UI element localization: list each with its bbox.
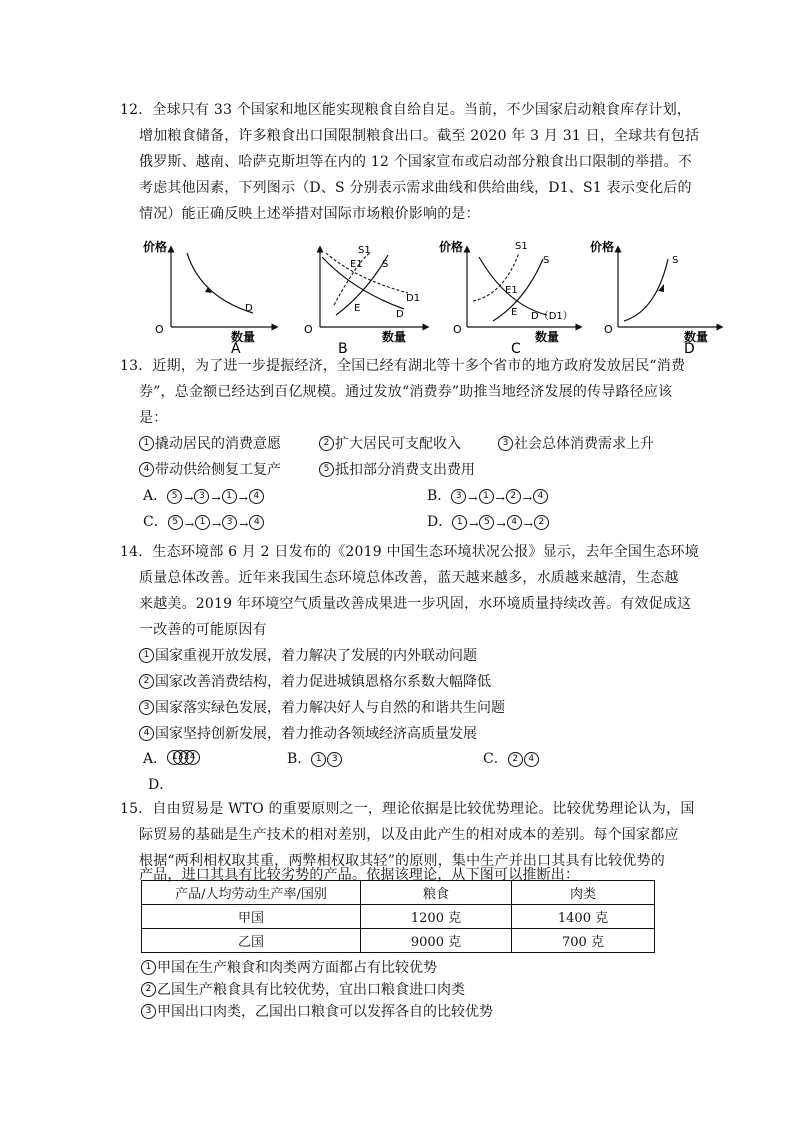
table-row: [142, 929, 655, 953]
table-header: 粮食: [361, 881, 512, 905]
q15-statement-1: [141, 957, 437, 977]
statement-number: 2: [141, 982, 156, 997]
seq-arrow: →: [184, 492, 194, 505]
table-header: 肉类: [512, 881, 655, 905]
seq-item: 1: [311, 752, 326, 767]
seq-item: 4: [249, 515, 264, 530]
table-cell: 甲国: [142, 905, 361, 929]
seq-item: 2: [179, 750, 194, 765]
seq-arrow: →: [211, 518, 222, 531]
q13-option-a[interactable]: [143, 485, 265, 505]
seq-item: 4: [533, 489, 548, 504]
label-s1: S1: [358, 245, 371, 256]
x-label: 数量: [231, 330, 256, 344]
statement-number: 5: [319, 462, 334, 477]
graph-d: [590, 235, 730, 355]
seq-item: 1: [222, 489, 237, 504]
y-label: 价格: [143, 240, 168, 254]
seq-item: 3: [327, 752, 342, 767]
q14-statement-1: [139, 645, 477, 665]
option-label: A．: [143, 751, 168, 767]
origin-label: O: [304, 323, 313, 336]
statement-number: 3: [141, 1004, 156, 1019]
statement-text: 撬动居民的消费意愿: [155, 436, 281, 452]
statement-number: 3: [139, 700, 154, 715]
seq-item: 1: [195, 515, 210, 530]
productivity-table: [141, 880, 655, 953]
seq-arrow: →: [522, 492, 532, 505]
q13-option-c[interactable]: [143, 511, 265, 531]
seq-arrow: →: [468, 492, 478, 505]
label-s: S: [672, 255, 679, 266]
graph-letter: A: [231, 341, 241, 355]
seq-arrow: →: [239, 518, 249, 531]
label-e1: E1: [505, 285, 518, 296]
seq-item: 1: [479, 489, 494, 504]
label-s1: S1: [515, 241, 528, 252]
statement-text: 社会总体消费需求上升: [514, 436, 654, 452]
option-label: A．: [143, 488, 168, 504]
statement-text: 扩大居民可支配收入: [335, 436, 461, 452]
graph-letter: D: [684, 341, 695, 355]
option-label: B．: [287, 751, 312, 767]
x-label: 数量: [535, 330, 560, 344]
demand-curve-d: [322, 257, 404, 309]
y-label: 价格: [590, 240, 615, 254]
q12-line-3: 俄罗斯、越南、哈萨克斯坦等在内的 12 个国家宣布或启动部分粮食出口限制的举措。不: [139, 154, 692, 170]
label-e: E: [511, 307, 518, 318]
statement-text: 带动供给侧复工复产: [155, 462, 281, 478]
table-cell: 9000 克: [361, 929, 512, 953]
q13-option-b[interactable]: [427, 485, 549, 505]
q15-statement-3: [141, 1001, 493, 1021]
q14-option-c[interactable]: [483, 748, 540, 768]
label-s: S: [543, 255, 550, 266]
statement-text: 甲国出口肉类，乙国出口粮食可以发挥各自的比较优势: [157, 1004, 493, 1020]
table-header-row: [142, 881, 655, 905]
statement-text: 国家重视开放发展，着力解决了发展的内外联动问题: [155, 648, 477, 664]
seq-item: 3: [173, 750, 188, 765]
option-label: B．: [427, 488, 452, 504]
label-d: D: [396, 309, 404, 320]
x-label: 数量: [382, 330, 407, 344]
statement-number: 3: [498, 436, 513, 451]
graph-letter: C: [511, 341, 521, 355]
seq-item: 3: [222, 515, 237, 530]
seq-item: 4: [249, 489, 264, 504]
option-label: C．: [483, 751, 508, 767]
graph-c: [439, 235, 589, 355]
seq-arrow: →: [469, 518, 479, 531]
label-d1: D1: [406, 293, 421, 304]
seq-item: 3: [451, 489, 466, 504]
statement-number: 2: [139, 674, 154, 689]
q13-line-2: 券”，总金额已经达到百亿规模。通过发放“消费券”助推当地经济发展的传导路径应该: [139, 384, 673, 400]
statement-number: 1: [139, 436, 154, 451]
seq-item: 5: [168, 515, 183, 530]
label-d-d1: D（D1）: [531, 311, 573, 322]
table-cell: 1400 克: [512, 905, 655, 929]
q15-statement-2: [141, 979, 465, 999]
label-e: E: [354, 303, 361, 314]
table-cell: 乙国: [142, 929, 361, 953]
q13-statement-4: [139, 459, 281, 479]
seq-item: 5: [167, 489, 182, 504]
q14-statement-3: [139, 697, 505, 717]
graph-letter: B: [338, 341, 348, 355]
q15-line-4: 产品，进口其具有比较劣势的产品。依据该理论，从下图可以推断出：: [139, 867, 580, 883]
seq-item: 4: [185, 750, 200, 765]
origin-label: O: [604, 323, 613, 336]
q14-statement-4: [139, 723, 477, 743]
table-cell: 700 克: [512, 929, 655, 953]
q14-option-d[interactable]: [148, 774, 173, 794]
y-label: 价格: [439, 240, 464, 254]
seq-item: 4: [524, 752, 539, 767]
statement-number: 2: [319, 436, 334, 451]
option-label: D．: [148, 777, 174, 793]
q14-line-2: 质量总体改善。近年来我国生态环境总体改善，蓝天越来越多，水质越来越清，生态越: [139, 570, 679, 586]
q14-option-b[interactable]: [287, 748, 343, 768]
statement-text: 国家坚持创新发展，着力推动各领域经济高质量发展: [155, 726, 477, 742]
q14-statement-2: [139, 671, 491, 691]
x-label: 数量: [684, 330, 709, 344]
q15-line-2: 际贸易的基础是生产技术的相对差别，以及由此产生的相对成本的差别。每个国家都应: [139, 827, 679, 843]
q12-line-5: 情况）能正确反映上述举措对国际市场粮价影响的是：: [139, 206, 480, 222]
seq-item: 3: [194, 489, 209, 504]
option-label: C．: [143, 514, 168, 530]
seq-item: 2: [506, 489, 521, 504]
origin-label: O: [155, 323, 164, 336]
graph-b: [296, 235, 436, 355]
q13-statement-5: [319, 459, 475, 479]
seq-arrow: →: [523, 518, 533, 531]
demand-curve-d: [187, 253, 253, 313]
origin-label: O: [453, 323, 462, 336]
statement-number: 1: [141, 960, 156, 975]
q15-line-3: 根据“两利相权取其重，两弊相权取其轻”的原则，集中生产并出口其具有比较优势的: [139, 853, 665, 869]
table-cell: 1200 克: [361, 905, 512, 929]
seq-arrow: →: [495, 492, 505, 505]
seq-item: 1: [167, 750, 182, 765]
q14-line-3: 来越美。2019 年环境空气质量改善成果进一步巩固，水环境质量持续改善。有效促成这: [139, 596, 692, 612]
seq-item: 5: [479, 515, 494, 530]
table-row: [142, 905, 655, 929]
statement-text: 国家落实绿色发展，着力解决好人与自然的和谐共生问题: [155, 700, 505, 716]
statement-number: 4: [139, 726, 154, 741]
seq-item: 1: [452, 515, 467, 530]
q12-line-2: 增加粮食储备，许多粮食出口国限制粮食出口。截至 2020 年 3 月 31 日，全球共有包括: [139, 128, 700, 144]
statement-text: 乙国生产粮食具有比较优势，宜出口粮食进口肉类: [157, 982, 465, 998]
graph-a: [143, 235, 283, 355]
seq-arrow: →: [184, 518, 194, 531]
option-label: D．: [427, 514, 453, 530]
q14-option-a[interactable]: [143, 748, 199, 768]
table-header: 产品/人均劳动生产率/国别: [142, 881, 361, 905]
q14-line-4: 一改善的可能原因有: [139, 622, 267, 638]
q13-statement-3: [498, 433, 654, 453]
seq-arrow: →: [238, 492, 248, 505]
seq-item: 4: [507, 515, 522, 530]
statement-text: 国家改善消费结构，着力促进城镇恩格尔系数大幅降低: [155, 674, 491, 690]
q13-statement-2: [319, 433, 461, 453]
statement-number: 1: [139, 648, 154, 663]
seq-arrow: →: [496, 518, 506, 531]
q13-option-d[interactable]: [427, 511, 550, 531]
q15-line-1: 15．自由贸易是 WTO 的重要原则之一，理论依据是比较优势理论。比较优势理论认为，国: [120, 801, 695, 817]
q13-line-3: 是：: [139, 410, 168, 426]
curve-label: D: [245, 303, 253, 314]
seq-item: 2: [534, 515, 549, 530]
q13-statement-1: [139, 433, 281, 453]
statement-text: 甲国在生产粮食和肉类两方面都占有比较优势: [157, 960, 437, 976]
q14-line-1: 14．生态环境部 6 月 2 日发布的《2019 中国生态环境状况公报》显示，去年全国生态环境: [120, 544, 699, 560]
statement-text: 抵扣部分消费支出费用: [335, 462, 475, 478]
seq-item: 2: [508, 752, 523, 767]
label-s: S: [382, 259, 389, 270]
q12-line-4: 考虑其他因素，下列图示（D、S 分别表示需求曲线和供给曲线，D1、S1 表示变化后的: [139, 180, 692, 196]
q12-line-1: 12．全球只有 33 个国家和地区能实现粮食自给自足。当前，不少国家启动粮食库存计划，: [120, 102, 692, 118]
statement-number: 4: [139, 462, 154, 477]
q13-line-1: 13．近期，为了进一步提振经济，全国已经有湖北等十多个省市的地方政府发放居民“消费: [120, 358, 686, 374]
seq-arrow: →: [211, 492, 221, 505]
label-e1: E1: [350, 259, 363, 270]
